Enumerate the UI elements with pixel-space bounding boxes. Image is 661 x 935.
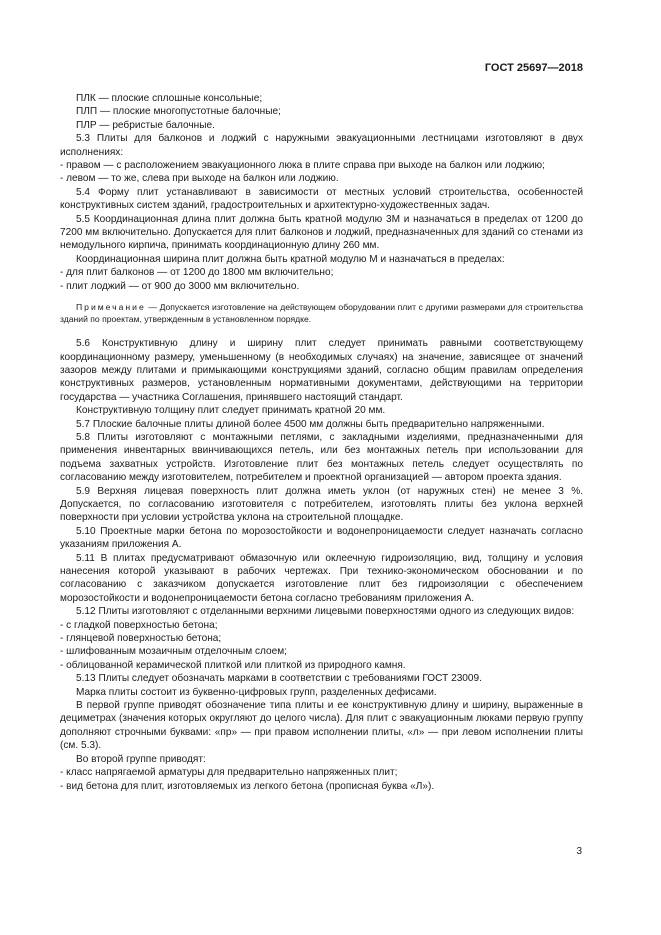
standard-number: ГОСТ 25697—2018 [484,62,583,74]
note [60,302,583,325]
clause-5-6: 5.6 Конструктивную длину и ширину плит следует принимать равными соответствующему координационному размеру, уменьшенному (в необходимых случаях) на значение, зависящее от значений зазоров между плитами и примыкающими конструкциями зданий, согласно общим правилам определения конструктивных размеров, установленным нормативными документами, действующими на территории государства — участника Соглашения, принявшего настоящий стандарт. [60,338,583,403]
clause-5-9: 5.9 Верхняя лицевая поверхность плит должна иметь уклон (от наружных стен) не менее 3 %. Допускается, по согласованию изготовителя с потребителем, изготовлять плиты без уклона верхней поверхности при условии устройства уклона на строительной площадке. [60,485,583,524]
clause-5-13-group2: Во второй группе приводят: [76,753,206,765]
group2-reinforcement: - класс напрягаемой арматуры для предварительно напряженных плит; [60,767,398,779]
clause-5-10: 5.10 Проектные марки бетона по морозостойкости и водонепроницаемости следует назначать согласно указаниям приложения А. [60,525,583,551]
surface-tiled: - облицованной керамической плиткой или плиткой из природного камня. [60,659,406,671]
type-plr: ПЛР — ребристые балочные. [76,119,215,131]
clause-5-5-loggia: - плит лоджий — от 900 до 3000 мм включительно. [60,280,300,292]
clause-5-5-balcony: - для плит балконов — от 1200 до 1800 мм включительно; [60,267,334,279]
type-plk: ПЛК — плоские сплошные консольные; [76,93,263,104]
clause-5-3-right: - правом — с расположением эвакуационного люка в плите справа при выходе на балкон или лоджию; [60,160,545,172]
clause-5-13-mark: Марка плиты состоит из буквенно-цифровых групп, разделенных дефисами. [76,686,437,698]
clause-5-5: 5.5 Координационная длина плит должна быть кратной модулю 3М и назначаться в пределах от 1200 до 7200 мм включительно. Допускается для плит балконов и лоджий, предназначенных для зданий со стенами из немодульного кирпича, принимать координационную длину 260 мм. [60,213,583,252]
surface-smooth: - с гладкой поверхностью бетона; [60,619,218,631]
clause-5-3: 5.3 Плиты для балконов и лоджий с наружными эвакуационными лестницами изготовляют в двух исполнениях: [60,133,583,158]
clause-5-3-left: - левом — то же, слева при выходе на балкон или лоджию. [60,173,339,185]
clause-5-12: 5.12 Плиты изготовляют с отделанными верхними лицевыми поверхностями одного из следующих видов: [76,606,575,618]
clause-5-4: 5.4 Форму плит устанавливают в зависимости от местных условий строительства, особенностей конструктивных систем зданий, градостроительных и архитектурно-художественных задач. [60,186,583,212]
clause-5-7: 5.7 Плоские балочные плиты длиной более 4500 мм должны быть предварительно напряженными. [76,418,545,430]
clause-5-6-thickness: Конструктивную толщину плит следует принимать кратной 20 мм. [76,405,386,417]
group2-concrete: - вид бетона для плит, изготовляемых из легкого бетона (прописная буква «Л»). [60,780,435,792]
surface-glossy: - глянцевой поверхностью бетона; [60,633,222,645]
clause-5-11: 5.11 В плитах предусматривают обмазочную или оклеечную гидроизоляцию, вид, толщину и условия нанесения которой указывают в рабочих чертежах. При технико-экономическом обосновании и по согласованию с заказчиком допускается изготовление плит без гидроизоляции с обеспечением морозостойкости и водонепроницаемости бетона согласно требованиям приложения А. [60,552,583,604]
clause-5-5-width: Координационная ширина плит должна быть кратной модулю М и назначаться в пределах: [76,253,505,265]
document-body [60,92,583,793]
clause-5-13-group1: В первой группе приводят обозначение типа плиты и ее конструктивную длину и ширину, выраженные в дециметрах (значения которых округляют до целого числа). Для плит с эвакуационным люками первую группу дополняют строчными буквами: «пр» — при правом исполнении плиты, «л» — при левом исполнении плиты (см. 5.3). [60,700,583,752]
note-text: — Допускается изготовление на действующем оборудовании плит с другими размерами для строительства зданий по проектам, утвержденным в установленном порядке. [60,302,583,324]
clause-5-8: 5.8 Плиты изготовляют с монтажными петлями, с закладными изделиями, предназначенными для применения инвентарных ввинчивающихся петель, или без монтажных петель при использовании для подъема захватных устройств. Изготовление плит без монтажных петель следует осуществлять по согласованию между изготовителем, потребителем и проектной организацией — автором проекта здания. [60,431,583,484]
page-number: 3 [576,846,582,857]
surface-mosaic: - шлифованным мозаичным отделочным слоем; [60,646,287,658]
clause-5-13: 5.13 Плиты следует обозначать марками в соответствии с требованиями ГОСТ 23009. [76,673,482,685]
type-plp: ПЛП — плоские многопустотные балочные; [76,106,281,118]
note-label: Примечание [76,302,146,313]
